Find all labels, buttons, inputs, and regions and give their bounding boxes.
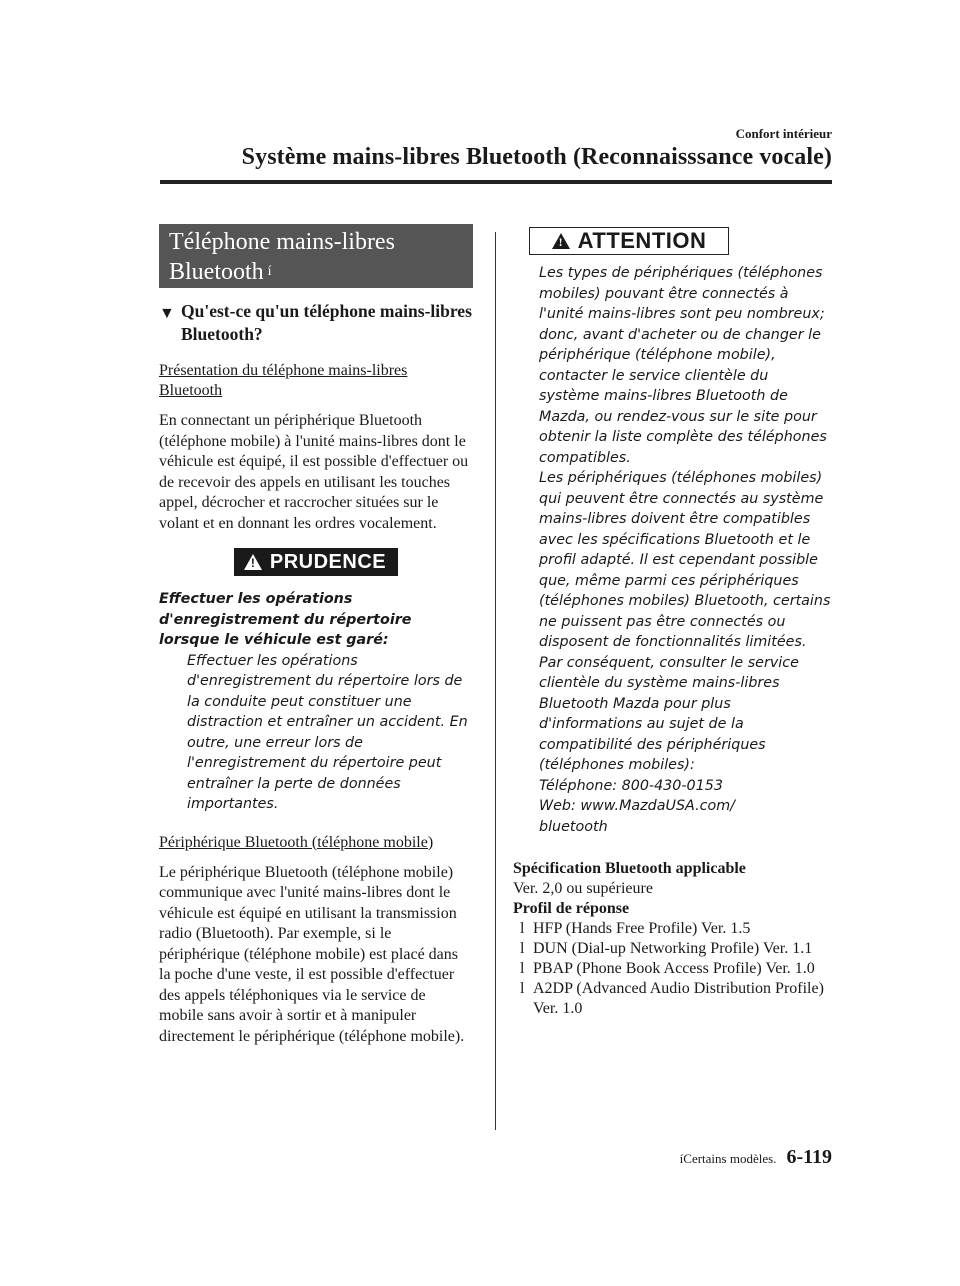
left-column <box>159 224 473 1047</box>
list-item <box>513 939 833 959</box>
profile-text: DUN (Dial-up Networking Profile) Ver. 1.1 <box>533 940 813 957</box>
section-banner <box>159 224 473 288</box>
section1-body: En connectant un périphérique Bluetooth (téléphone mobile) à l'unité mains-libres dont le véhicule est équipé, il est possible d'effectuer ou de recevoir des appels en utilisant les touches appel, décrocher et raccrocher situées sur le volant et en donnant les ordres vocalement. <box>159 412 469 532</box>
list-item <box>513 979 833 1019</box>
bullet-icon: l <box>520 940 525 957</box>
prudence-body: Effectuer les opérations d'enregistrement du répertoire lors de la conduite peut constituer une distraction et entraîner un accident. En outre, une erreur lors de l'enregistrement du répertoire peut entraîner la perte de données importantes. <box>187 652 468 812</box>
column-divider <box>495 232 496 1130</box>
page-title: Système mains-libres Bluetooth (Reconnaisssance vocale) <box>241 144 832 170</box>
model-star-icon: í <box>267 264 272 279</box>
header-rule <box>160 180 832 184</box>
banner-line-2-text: Bluetooth <box>169 259 264 285</box>
banner-line-2 <box>169 257 463 287</box>
footnote-text: Certains modèles. <box>683 1151 777 1166</box>
spec-version: Ver. 2,0 ou supérieure <box>513 880 653 897</box>
section2-body: Le périphérique Bluetooth (téléphone mobile) communique avec l'unité mains-libres dont le véhicule est équipé en utilisant la transmission radio (Bluetooth). Par exemple, si le périphérique (téléphone mobile) est placé dans la poche d'une veste, il est possible d'effectuer des appels téléphoniques via le service de mobile sans avoir à sortir et à manipuler directement le périphérique (téléphone mobile). <box>159 863 465 1045</box>
footnote-star-icon: í <box>679 1151 684 1166</box>
spec-block <box>513 859 833 1019</box>
right-column <box>513 227 833 1019</box>
attention-web-line-2: bluetooth <box>539 818 608 835</box>
profile-text: A2DP (Advanced Audio Distribution Profile) Ver. 1.0 <box>533 980 824 1017</box>
profile-title: Profil de réponse <box>513 900 630 917</box>
bullet-icon: l <box>520 980 525 997</box>
attention-sign <box>529 227 729 255</box>
prudence-sign <box>234 548 398 576</box>
section2-title: Périphérique Bluetooth (téléphone mobile) <box>159 833 434 851</box>
warning-icon <box>244 554 262 570</box>
prudence-lead: Effectuer les opérations d'enregistrement du répertoire lorsque le véhicule est garé: <box>159 591 412 648</box>
prudence-sign-wrap <box>159 548 473 576</box>
attention-label: ATTENTION <box>577 228 707 253</box>
spec-title: Spécification Bluetooth applicable <box>513 860 746 877</box>
attention-web-line-1: Web: www.MazdaUSA.com/ <box>539 798 735 814</box>
footer <box>680 1146 832 1169</box>
subhead <box>159 300 473 346</box>
triangle-down-icon: ▼ <box>159 305 175 322</box>
profile-text: HFP (Hands Free Profile) Ver. 1.5 <box>533 920 751 937</box>
profile-list <box>513 919 833 1019</box>
list-item <box>513 959 833 979</box>
header-section-label: Confort intérieur <box>735 126 832 141</box>
prudence-label: PRUDENCE <box>269 550 387 573</box>
section1-title: Présentation du téléphone mains-libres Bluetooth <box>159 362 408 399</box>
attention-paragraph-2: Les périphériques (téléphones mobiles) qui peuvent être connectés au système mains-libres doivent être compatibles avec les spécifications Bluetooth et le profil adapté. Il est cependant possible que, même parmi ces périphériques (téléphones mobiles) Bluetooth, certains ne puissent pas être connectés ou disposent de fonctionnalités limitées. Par conséquent, consulter le service clientèle du système mains-libres Bluetooth Mazda pour plus d'informations au sujet de la compatibilité des périphériques (téléphones mobiles): <box>539 470 831 773</box>
bullet-icon: l <box>520 920 525 937</box>
attention-body <box>513 263 833 837</box>
attention-phone: Téléphone: 800-430-0153 <box>539 777 723 794</box>
attention-paragraph-1: Les types de périphériques (téléphones mobiles) pouvant être connectés à l'unité mains-libres sont peu nombreux; donc, avant d'acheter ou de changer le périphérique (téléphone mobile), contacter le service clientèle du système mains-libres Bluetooth de Mazda, ou rendez-vous sur le site pour obtenir la liste complète des téléphones compatibles. <box>539 265 827 466</box>
bullet-icon: l <box>520 960 525 977</box>
banner-line-1: Téléphone mains-libres <box>169 229 395 255</box>
page-number: 6-119 <box>786 1146 832 1168</box>
profile-text: PBAP (Phone Book Access Profile) Ver. 1.0 <box>533 960 815 977</box>
list-item <box>513 919 833 939</box>
warning-icon <box>552 233 570 249</box>
subhead-text: Qu'est-ce qu'un téléphone mains-libres Bluetooth? <box>181 301 472 344</box>
